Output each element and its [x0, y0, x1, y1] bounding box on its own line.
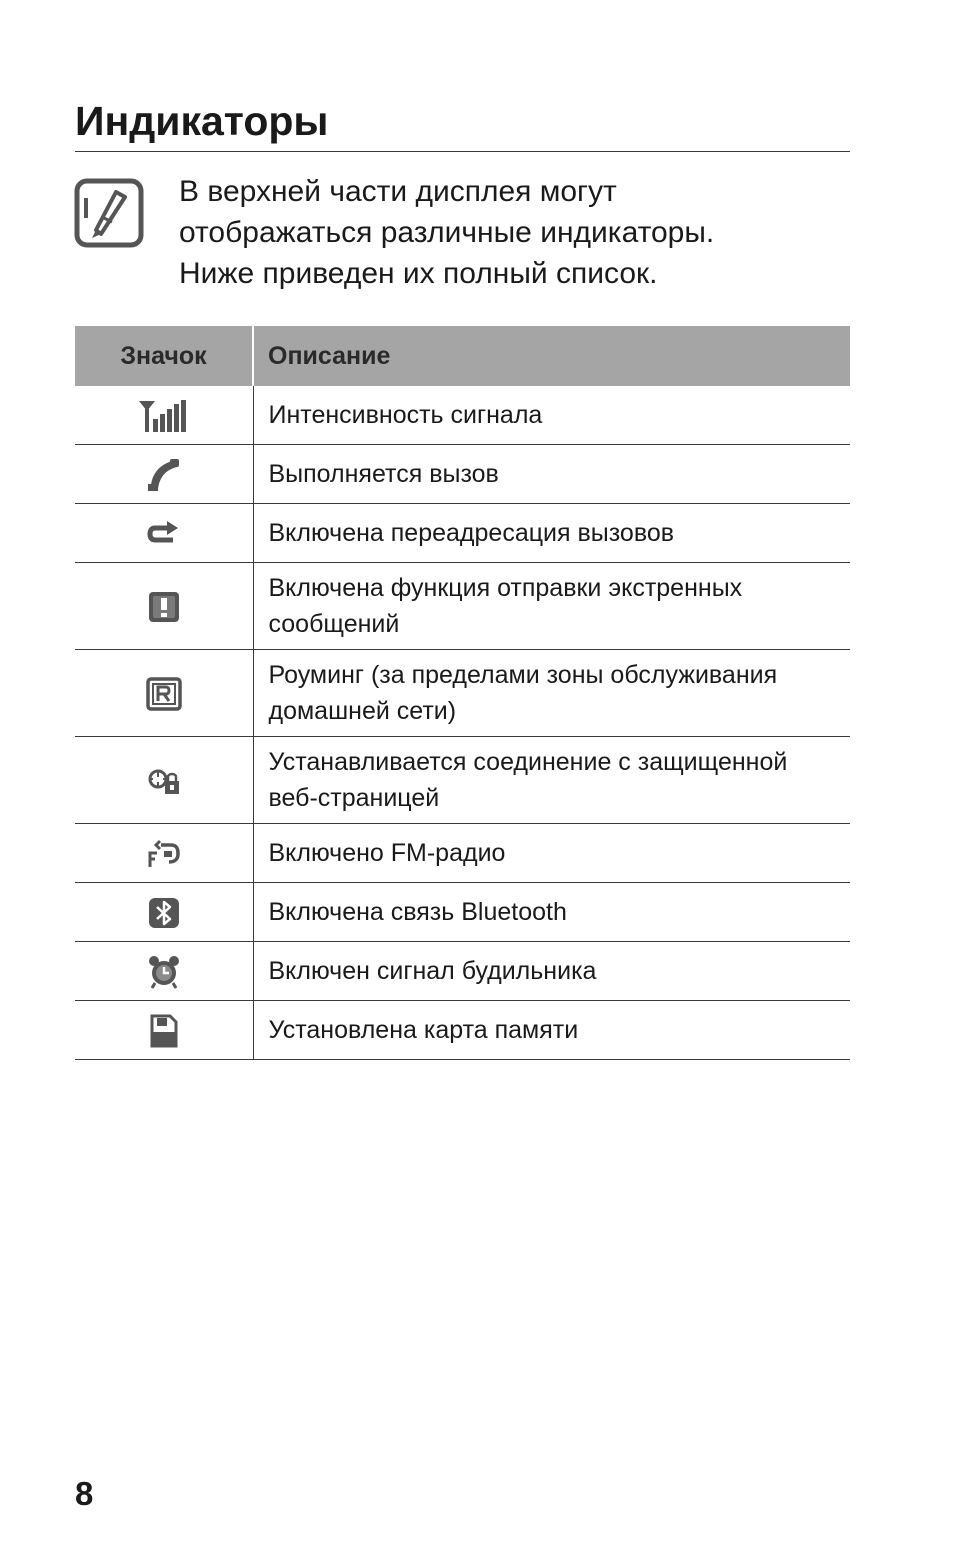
description-cell: Выполняется вызов — [253, 445, 850, 504]
header-description-column: Описание — [253, 326, 850, 386]
indicator-table — [75, 326, 850, 1060]
sos-message-icon — [147, 590, 181, 624]
table-row — [75, 386, 850, 445]
note-line: отображаться различные индикаторы. — [179, 216, 715, 249]
table-row — [75, 504, 850, 563]
table-row — [75, 883, 850, 942]
description-cell: Интенсивность сигнала — [253, 386, 850, 445]
note-pencil-icon — [74, 178, 144, 248]
signal-strength-icon — [138, 399, 190, 433]
table-row — [75, 650, 850, 737]
note-line: Ниже приведен их полный список. — [179, 257, 658, 290]
table-row — [75, 445, 850, 504]
note-line: В верхней части дисплея могут — [179, 175, 617, 208]
icon-cell — [75, 650, 253, 737]
description-cell: Включена функция отправки экстренных сообщений — [253, 563, 850, 650]
bluetooth-icon — [147, 896, 181, 930]
icon-cell — [75, 445, 253, 504]
note-text — [179, 171, 839, 294]
icon-cell — [75, 824, 253, 883]
icon-cell — [75, 883, 253, 942]
header-icon-column: Значок — [75, 326, 253, 386]
table-row — [75, 737, 850, 824]
table-row — [75, 824, 850, 883]
icon-cell — [75, 386, 253, 445]
table-row — [75, 942, 850, 1001]
page-title: Индикаторы — [75, 98, 329, 144]
page-number: 8 — [75, 1475, 94, 1512]
description-cell: Включена связь Bluetooth — [253, 883, 850, 942]
icon-cell — [75, 1001, 253, 1060]
description-cell: Роуминг (за пределами зоны обслуживания домашней сети) — [253, 650, 850, 737]
table-row — [75, 563, 850, 650]
description-cell: Устанавливается соединение с защищенной веб-страницей — [253, 737, 850, 824]
icon-cell — [75, 563, 253, 650]
call-in-progress-icon — [147, 458, 181, 492]
icon-cell — [75, 942, 253, 1001]
icon-cell — [75, 737, 253, 824]
table-row — [75, 1001, 850, 1060]
fm-radio-icon — [147, 839, 181, 869]
secure-web-icon — [147, 766, 181, 796]
alarm-icon — [146, 955, 182, 989]
icon-cell — [75, 504, 253, 563]
description-cell: Включен сигнал будильника — [253, 942, 850, 1001]
memory-card-icon — [149, 1014, 179, 1048]
call-forwarding-icon — [147, 520, 181, 548]
title-divider — [75, 151, 850, 152]
description-cell: Включена переадресация вызовов — [253, 504, 850, 563]
table-header-row — [75, 326, 850, 386]
roaming-icon — [146, 677, 182, 711]
description-cell: Включено FM-радио — [253, 824, 850, 883]
description-cell: Установлена карта памяти — [253, 1001, 850, 1060]
